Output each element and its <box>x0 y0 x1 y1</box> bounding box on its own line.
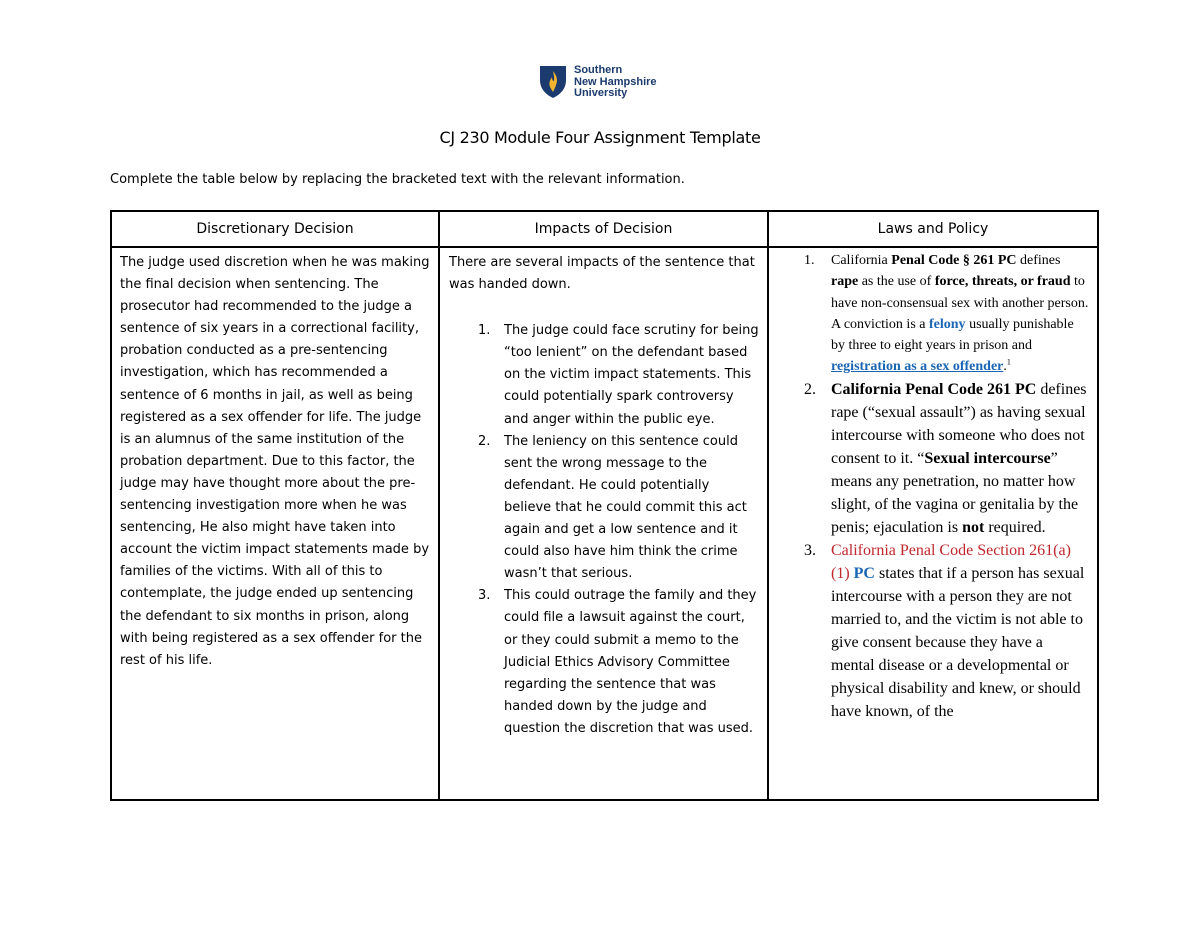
list-number: 2. <box>804 380 816 398</box>
law1-code: Penal Code § 261 PC <box>891 253 1017 268</box>
law2-code: California Penal Code 261 PC <box>831 380 1037 398</box>
impacts-content <box>440 248 767 740</box>
law3-code: California Penal Code Section 261(a)(1) <box>831 541 1071 582</box>
table-row <box>111 247 1098 800</box>
impacts-cell[interactable] <box>439 247 768 800</box>
list-item-text: The judge could face scrutiny for being “too lenient” on the defendant based on the victim impact statements. This could potentially spark controversy and anger within the public eye. <box>504 323 759 427</box>
felony-link[interactable]: felony <box>929 316 966 332</box>
header-discretionary-decision: Discretionary Decision <box>111 211 439 247</box>
law1-text-5: usually punishable by three to eight years in prison and <box>831 316 1074 354</box>
document-title: CJ 230 Module Four Assignment Template <box>439 128 761 147</box>
list-item <box>769 539 1089 723</box>
law3-text: states that if a person has sexual intercourse with a person they are not married to, and the victim is not able to give consent because they have a mental disease or a developmental or physical disability and knew, or should have known, of the <box>831 564 1085 720</box>
logo-wordmark <box>574 65 657 100</box>
logo-line-2: New Hampshire <box>574 75 657 88</box>
university-logo <box>539 65 657 100</box>
list-item <box>449 431 759 586</box>
assignment-table <box>110 210 1099 801</box>
list-number: 1. <box>478 323 491 339</box>
law1-text-3: as the use of <box>858 274 935 290</box>
law1-text-6: . <box>1003 359 1007 375</box>
laws-content <box>769 248 1097 723</box>
list-item-text: The leniency on this sentence could sent the wrong message to the defendant. He could potentially believe that he could commit this act again and get a low sentence and it could also have him think the crime wasn’t that serious. <box>504 433 747 582</box>
law2-sexual-intercourse: Sexual intercourse <box>924 449 1051 467</box>
list-number: 3. <box>478 588 491 604</box>
law2-not: not <box>962 518 985 536</box>
list-item <box>449 585 759 740</box>
list-item <box>769 250 1089 378</box>
logo-line-1: Southern <box>574 64 623 76</box>
list-item-text: This could outrage the family and they could file a lawsuit against the court, or they could submit a memo to the Judicial Ethics Advisory Committee regarding the sentence that was handed down by the judge and question the discretion that was used. <box>504 588 757 736</box>
list-number: 1. <box>804 253 815 268</box>
laws-cell[interactable] <box>768 247 1098 800</box>
law1-text-2: defines <box>1016 253 1061 268</box>
table-header-row <box>111 211 1098 247</box>
discretionary-decision-cell[interactable] <box>111 247 439 800</box>
impacts-intro: There are several impacts of the sentence that was handed down. <box>449 255 755 293</box>
list-number: 2. <box>478 433 491 449</box>
laws-list <box>769 250 1089 723</box>
shield-flame-icon <box>539 65 567 99</box>
law2-text-3: required. <box>984 518 1046 536</box>
discretionary-decision-text: The judge used discretion when he was making the final decision when sentencing. The prosecutor had recommended to the judge a sentence of six years in a correctional facility, probation conducted as a pre-sentencing investigation, which has recommended a sentence of 6 months in jail, as well as being registered as a sex offender for life. The judge is an alumnus of the same institution of the probation department. Due to this factor, the judge may have thought more about the pre-sentencing investigation more when he was sentencing, He also might have taken into account the victim impact statements made by families of the victims. With all of this to contemplate, the judge ended up sentencing the defendant to six months in prison, along with being registered as a sex offender for the rest of his life. <box>120 255 430 668</box>
law1-force: force, threats, or fraud <box>934 274 1071 290</box>
law2-text-1: defines rape (“sexual assault”) as having sexual intercourse with someone who does not consent to it. “ <box>831 380 1087 467</box>
list-item <box>769 378 1089 539</box>
list-item <box>449 320 759 430</box>
law3-pc: PC <box>853 564 875 582</box>
impacts-list <box>449 320 759 740</box>
header-laws-and-policy: Laws and Policy <box>768 211 1098 247</box>
law1-text-1: California <box>831 253 892 268</box>
footnote-marker[interactable]: 1 <box>1006 357 1011 367</box>
registration-link[interactable]: registration as a sex offender <box>831 359 1004 375</box>
law1-rape: rape <box>831 274 859 290</box>
law2-text-2: ” means any penetration, no matter how slight, of the vagina or genitalia by the penis; ejaculation is <box>831 449 1079 536</box>
header-impacts-of-decision: Impacts of Decision <box>439 211 768 247</box>
logo-line-3: University <box>574 87 628 99</box>
instructions-text: Complete the table below by replacing the bracketed text with the relevant information. <box>110 172 685 187</box>
law1-text-4: to have non-consensual sex with another person. A conviction is a <box>831 274 1089 332</box>
list-number: 3. <box>804 541 816 559</box>
